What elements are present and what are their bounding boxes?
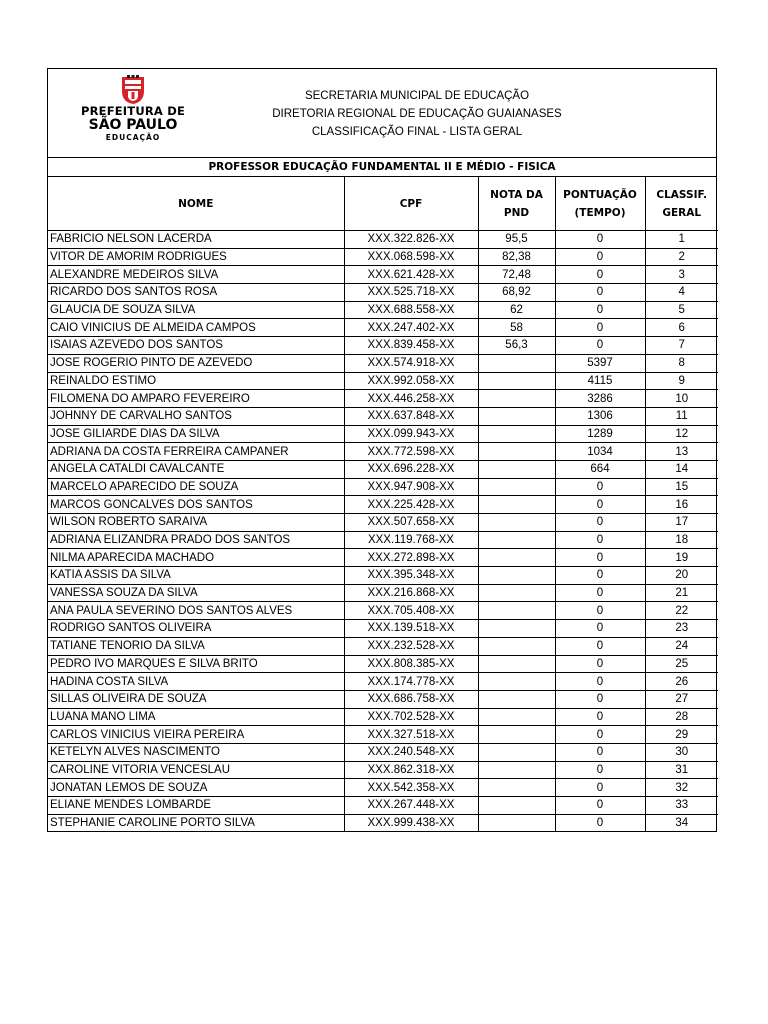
- cell-nota: [478, 743, 555, 761]
- cell-nota: [478, 779, 555, 797]
- table-row: [48, 231, 718, 249]
- cell-nome: VANESSA SOUZA DA SILVA: [48, 584, 344, 602]
- cell-cpf: XXX.216.868-XX: [344, 584, 478, 602]
- table-row: [48, 443, 718, 461]
- table-row: [48, 301, 718, 319]
- table-row: [48, 337, 718, 355]
- cell-pontuacao: 0: [555, 602, 645, 620]
- cell-cpf: XXX.322.826-XX: [344, 231, 478, 249]
- table-row: [48, 690, 718, 708]
- cell-classif: 34: [645, 814, 718, 831]
- cell-pontuacao: 0: [555, 337, 645, 355]
- cell-nota: [478, 620, 555, 638]
- cell-classif: 8: [645, 354, 718, 372]
- cell-pontuacao: 0: [555, 231, 645, 249]
- table-header-row: [48, 177, 718, 231]
- cell-classif: 1: [645, 231, 718, 249]
- cell-cpf: XXX.688.558-XX: [344, 301, 478, 319]
- cell-cpf: XXX.240.548-XX: [344, 743, 478, 761]
- cell-pontuacao: 5397: [555, 354, 645, 372]
- cell-nome: ALEXANDRE MEDEIROS SILVA: [48, 266, 344, 284]
- table-row: [48, 478, 718, 496]
- cell-classif: 15: [645, 478, 718, 496]
- table-row: [48, 390, 718, 408]
- cell-nota: [478, 443, 555, 461]
- cell-nome: MARCELO APARECIDO DE SOUZA: [48, 478, 344, 496]
- table-row: [48, 797, 718, 815]
- header-line-3: CLASSIFICAÇÃO FINAL - LISTA GERAL: [311, 126, 523, 138]
- table-row: [48, 372, 718, 390]
- cell-nome: RODRIGO SANTOS OLIVEIRA: [48, 620, 344, 638]
- cell-nome: MARCOS GONCALVES DOS SANTOS: [48, 496, 344, 514]
- classification-table: [48, 177, 718, 831]
- cell-nome: GLAUCIA DE SOUZA SILVA: [48, 301, 344, 319]
- cell-cpf: XXX.696.228-XX: [344, 460, 478, 478]
- table-row: [48, 673, 718, 691]
- logo-line-1: PREFEITURA DE: [80, 104, 186, 118]
- cell-nota: [478, 690, 555, 708]
- cell-pontuacao: 0: [555, 496, 645, 514]
- cell-nome: ISAIAS AZEVEDO DOS SANTOS: [48, 337, 344, 355]
- cell-classif: 3: [645, 266, 718, 284]
- cell-nota: [478, 567, 555, 585]
- cell-nome: STEPHANIE CAROLINE PORTO SILVA: [48, 814, 344, 831]
- table-row: [48, 567, 718, 585]
- cell-classif: 29: [645, 726, 718, 744]
- table-row: [48, 708, 718, 726]
- cell-nota: [478, 584, 555, 602]
- cell-cpf: XXX.839.458-XX: [344, 337, 478, 355]
- cell-nota: 95,5: [478, 231, 555, 249]
- table-row: [48, 266, 718, 284]
- col-header-pontuacao: PONTUAÇÃO (TEMPO): [555, 177, 645, 231]
- table-row: [48, 602, 718, 620]
- cell-cpf: XXX.621.428-XX: [344, 266, 478, 284]
- cell-nome: JOSE GILIARDE DIAS DA SILVA: [48, 425, 344, 443]
- cell-classif: 13: [645, 443, 718, 461]
- cell-classif: 14: [645, 460, 718, 478]
- header-titles: [198, 87, 716, 141]
- cell-cpf: XXX.947.908-XX: [344, 478, 478, 496]
- cell-classif: 9: [645, 372, 718, 390]
- cell-nota: [478, 708, 555, 726]
- cell-nome: ADRIANA DA COSTA FERREIRA CAMPANER: [48, 443, 344, 461]
- cell-cpf: XXX.099.943-XX: [344, 425, 478, 443]
- cell-classif: 4: [645, 284, 718, 302]
- cell-cpf: XXX.525.718-XX: [344, 284, 478, 302]
- cell-classif: 19: [645, 549, 718, 567]
- cell-cpf: XXX.068.598-XX: [344, 248, 478, 266]
- cell-nota: [478, 637, 555, 655]
- cell-cpf: XXX.174.778-XX: [344, 673, 478, 691]
- cell-pontuacao: 0: [555, 673, 645, 691]
- cell-nota: [478, 390, 555, 408]
- cell-nome: ADRIANA ELIZANDRA PRADO DOS SANTOS: [48, 531, 344, 549]
- cell-cpf: XXX.999.438-XX: [344, 814, 478, 831]
- cell-classif: 7: [645, 337, 718, 355]
- cell-cpf: XXX.247.402-XX: [344, 319, 478, 337]
- cell-cpf: XXX.574.918-XX: [344, 354, 478, 372]
- cell-nota: [478, 602, 555, 620]
- cell-nome: JONATAN LEMOS DE SOUZA: [48, 779, 344, 797]
- table-row: [48, 726, 718, 744]
- cell-pontuacao: 0: [555, 655, 645, 673]
- cell-classif: 11: [645, 407, 718, 425]
- cell-pontuacao: 0: [555, 708, 645, 726]
- cell-cpf: XXX.395.348-XX: [344, 567, 478, 585]
- table-row: [48, 814, 718, 831]
- cell-classif: 22: [645, 602, 718, 620]
- cell-nome: REINALDO ESTIMO: [48, 372, 344, 390]
- cell-classif: 5: [645, 301, 718, 319]
- cell-nota: [478, 673, 555, 691]
- cell-cpf: XXX.705.408-XX: [344, 602, 478, 620]
- table-row: [48, 637, 718, 655]
- cell-cpf: XXX.542.358-XX: [344, 779, 478, 797]
- cell-cpf: XXX.119.768-XX: [344, 531, 478, 549]
- cell-nota: [478, 407, 555, 425]
- document-header: [48, 69, 716, 158]
- table-row: [48, 425, 718, 443]
- cell-cpf: XXX.327.518-XX: [344, 726, 478, 744]
- cell-classif: 31: [645, 761, 718, 779]
- cell-cpf: XXX.272.898-XX: [344, 549, 478, 567]
- cell-nome: ANGELA CATALDI CAVALCANTE: [48, 460, 344, 478]
- cell-pontuacao: 0: [555, 584, 645, 602]
- cell-nome: JOHNNY DE CARVALHO SANTOS: [48, 407, 344, 425]
- cell-pontuacao: 0: [555, 514, 645, 532]
- cell-classif: 10: [645, 390, 718, 408]
- cell-classif: 18: [645, 531, 718, 549]
- cell-nota: 62: [478, 301, 555, 319]
- cell-pontuacao: 4115: [555, 372, 645, 390]
- cell-classif: 21: [645, 584, 718, 602]
- cell-nota: [478, 354, 555, 372]
- cell-classif: 2: [645, 248, 718, 266]
- cell-nota: [478, 460, 555, 478]
- cell-cpf: XXX.139.518-XX: [344, 620, 478, 638]
- cell-pontuacao: 0: [555, 248, 645, 266]
- cell-pontuacao: 0: [555, 319, 645, 337]
- cell-nota: [478, 655, 555, 673]
- cell-classif: 6: [645, 319, 718, 337]
- classification-sheet: [47, 68, 717, 832]
- col-header-nome: NOME: [48, 177, 344, 231]
- cell-nome: ELIANE MENDES LOMBARDE: [48, 797, 344, 815]
- table-row: [48, 743, 718, 761]
- cell-nota: [478, 514, 555, 532]
- table-row: [48, 779, 718, 797]
- cell-nome: HADINA COSTA SILVA: [48, 673, 344, 691]
- cell-pontuacao: 0: [555, 266, 645, 284]
- cell-cpf: XXX.772.598-XX: [344, 443, 478, 461]
- cell-nome: TATIANE TENORIO DA SILVA: [48, 637, 344, 655]
- cell-cpf: XXX.446.258-XX: [344, 390, 478, 408]
- cell-nota: [478, 814, 555, 831]
- cell-nome: SILLAS OLIVEIRA DE SOUZA: [48, 690, 344, 708]
- cell-classif: 12: [645, 425, 718, 443]
- cell-pontuacao: 0: [555, 284, 645, 302]
- cell-nome: PEDRO IVO MARQUES E SILVA BRITO: [48, 655, 344, 673]
- header-line-2: DIRETORIA REGIONAL DE EDUCAÇÃO GUAIANASES: [272, 108, 562, 120]
- table-row: [48, 319, 718, 337]
- cell-pontuacao: 0: [555, 797, 645, 815]
- table-row: [48, 248, 718, 266]
- subject-title: PROFESSOR EDUCAÇÃO FUNDAMENTAL II E MÉDIO - FISICA: [48, 158, 716, 177]
- cell-cpf: XXX.862.318-XX: [344, 761, 478, 779]
- cell-nome: FILOMENA DO AMPARO FEVEREIRO: [48, 390, 344, 408]
- table-row: [48, 620, 718, 638]
- cell-nome: LUANA MANO LIMA: [48, 708, 344, 726]
- cell-cpf: XXX.267.448-XX: [344, 797, 478, 815]
- cell-pontuacao: 1034: [555, 443, 645, 461]
- cell-nome: KATIA ASSIS DA SILVA: [48, 567, 344, 585]
- cell-nome: NILMA APARECIDA MACHADO: [48, 549, 344, 567]
- cell-pontuacao: 0: [555, 478, 645, 496]
- table-row: [48, 496, 718, 514]
- cell-pontuacao: 1289: [555, 425, 645, 443]
- cell-classif: 28: [645, 708, 718, 726]
- cell-cpf: XXX.225.428-XX: [344, 496, 478, 514]
- cell-nota: 82,38: [478, 248, 555, 266]
- cell-classif: 33: [645, 797, 718, 815]
- cell-classif: 24: [645, 637, 718, 655]
- cell-nota: [478, 478, 555, 496]
- cell-classif: 23: [645, 620, 718, 638]
- cell-classif: 17: [645, 514, 718, 532]
- cell-pontuacao: 0: [555, 814, 645, 831]
- table-row: [48, 284, 718, 302]
- cell-pontuacao: 664: [555, 460, 645, 478]
- table-row: [48, 584, 718, 602]
- cell-cpf: XXX.992.058-XX: [344, 372, 478, 390]
- cell-nome: VITOR DE AMORIM RODRIGUES: [48, 248, 344, 266]
- cell-pontuacao: 0: [555, 301, 645, 319]
- logo-line-3: EDUCAÇÃO: [105, 133, 161, 142]
- table-row: [48, 531, 718, 549]
- cell-nota: [478, 797, 555, 815]
- cell-pontuacao: 0: [555, 567, 645, 585]
- cell-pontuacao: 1306: [555, 407, 645, 425]
- cell-pontuacao: 0: [555, 620, 645, 638]
- cell-cpf: XXX.702.528-XX: [344, 708, 478, 726]
- cell-classif: 32: [645, 779, 718, 797]
- cell-nome: ANA PAULA SEVERINO DOS SANTOS ALVES: [48, 602, 344, 620]
- cell-classif: 20: [645, 567, 718, 585]
- cell-classif: 16: [645, 496, 718, 514]
- table-row: [48, 354, 718, 372]
- cell-cpf: XXX.686.758-XX: [344, 690, 478, 708]
- cell-nome: KETELYN ALVES NASCIMENTO: [48, 743, 344, 761]
- table-row: [48, 761, 718, 779]
- col-header-nota: NOTA DA PND: [478, 177, 555, 231]
- cell-cpf: XXX.507.658-XX: [344, 514, 478, 532]
- cell-nome: CARLOS VINICIUS VIEIRA PEREIRA: [48, 726, 344, 744]
- cell-nome: WILSON ROBERTO SARAIVA: [48, 514, 344, 532]
- cell-pontuacao: 0: [555, 726, 645, 744]
- cell-nota: [478, 549, 555, 567]
- cell-nome: FABRICIO NELSON LACERDA: [48, 231, 344, 249]
- header-line-1: SECRETARIA MUNICIPAL DE EDUCAÇÃO: [304, 90, 530, 102]
- cell-nota: 68,92: [478, 284, 555, 302]
- cell-classif: 26: [645, 673, 718, 691]
- cell-nota: 72,48: [478, 266, 555, 284]
- cell-classif: 27: [645, 690, 718, 708]
- table-row: [48, 514, 718, 532]
- cell-nota: 56,3: [478, 337, 555, 355]
- table-row: [48, 549, 718, 567]
- cell-nome: CAROLINE VITORIA VENCESLAU: [48, 761, 344, 779]
- cell-cpf: XXX.808.385-XX: [344, 655, 478, 673]
- col-header-cpf: CPF: [344, 177, 478, 231]
- table-row: [48, 407, 718, 425]
- table-row: [48, 655, 718, 673]
- cell-classif: 25: [645, 655, 718, 673]
- logo-line-2: SÃO PAULO: [88, 117, 178, 133]
- cell-pontuacao: 0: [555, 549, 645, 567]
- cell-classif: 30: [645, 743, 718, 761]
- cell-cpf: XXX.637.848-XX: [344, 407, 478, 425]
- cell-pontuacao: 0: [555, 761, 645, 779]
- cell-nota: [478, 372, 555, 390]
- cell-nota: [478, 761, 555, 779]
- cell-pontuacao: 0: [555, 779, 645, 797]
- cell-pontuacao: 3286: [555, 390, 645, 408]
- cell-nota: [478, 726, 555, 744]
- table-row: [48, 460, 718, 478]
- cell-nota: 58: [478, 319, 555, 337]
- cell-nome: RICARDO DOS SANTOS ROSA: [48, 284, 344, 302]
- cell-pontuacao: 0: [555, 637, 645, 655]
- cell-nome: CAIO VINICIUS DE ALMEIDA CAMPOS: [48, 319, 344, 337]
- cell-pontuacao: 0: [555, 690, 645, 708]
- cell-pontuacao: 0: [555, 531, 645, 549]
- cell-nota: [478, 496, 555, 514]
- cell-pontuacao: 0: [555, 743, 645, 761]
- cell-nome: JOSE ROGERIO PINTO DE AZEVEDO: [48, 354, 344, 372]
- cell-nota: [478, 425, 555, 443]
- cell-nota: [478, 531, 555, 549]
- cell-cpf: XXX.232.528-XX: [344, 637, 478, 655]
- col-header-classif: CLASSIF. GERAL: [645, 177, 718, 231]
